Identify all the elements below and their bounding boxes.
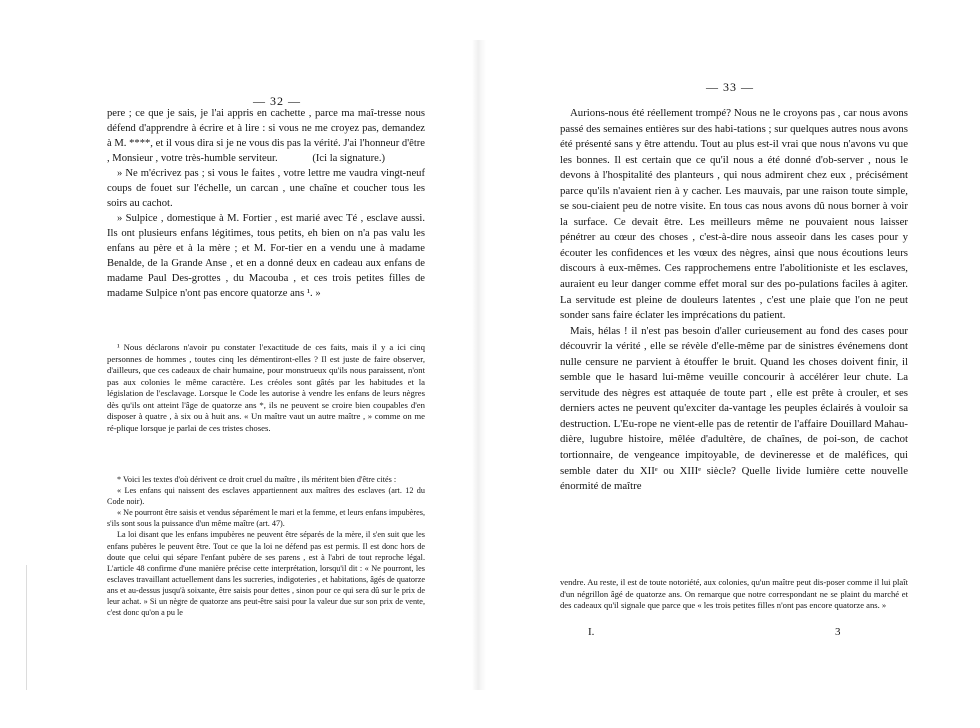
left-footnote-1 <box>107 342 425 434</box>
left-footnote-2 <box>107 474 425 618</box>
page-number-left: — 32 — <box>253 94 301 108</box>
binding-edge <box>26 565 27 690</box>
left-paragraph: » Sulpice , domestique à M. Fortier , est marié avec Té , esclave aussi. Ils ont plusieurs enfans légitimes, tous petits, eh bien on n'a pas valu les enfans au père et à la mère ; et M. For-tier en a vendu une à madame Benalde, de la Grande Anse , et en a donné deux en cadeau aux enfans de madame Paul Des-grottes , du Macouba , et ces trois petites filles de madame Sulpice n'ont pas encore quatorze ans ¹. » <box>107 213 425 299</box>
footnote-text: ¹ Nous déclarons n'avoir pu constater l'exactitude de ces faits, mais il y a ici cinq personnes de hommes , toutes cinq les démentiront-elles ? Il est juste de faire observer, d'ailleurs, que ces cadeaux de chair humaine, pour monstrueux qu'ils nous paraissent, n'ont pas aux colonies le même caractère. Les créoles sont gâtés par les habitudes et la législation de l'esclavage. Lorsque le Code les autorise à vendre les enfans de leurs nègres dès qu'ils ont atteint l'âge de quatorze ans *, ils ne peuvent se croire bien coupables d'en disposer à quatre , à six ou à huit ans. « Un maître vaut un autre maître , » comme on me ré-plique lorsque je parlai de ces tristes choses. <box>107 342 425 433</box>
left-paragraph: pere ; ce que je sais, je l'ai appris en cachette , parce ma maî-tresse nous défend d'apprendre à écrire et à lire : si vous ne me croyez pas, demandez à M. ****, et il vous dira si je ne vous dis pas la vérité. J'ai l'honneur d'être , Monsieur , votre très-humble serviteur. <box>107 108 425 164</box>
signature-note: (Ici la signature.) <box>312 153 385 164</box>
footnote-text: vendre. Au reste, il est de toute notoriété, aux colonies, qu'un maître peut dis-poser comme il lui plaît d'un négrillon âgé de quatorze ans. On remarque que notre correspondant ne se plaint du marché et des cadeaux qu'il signale que parce que « les trois petites filles n'ont pas encore quatorze ans. » <box>560 577 908 611</box>
footnote-text: « Les enfans qui naissent des esclaves appartiennent aux maîtres des esclaves (art. 12 du Code noir). <box>107 486 425 507</box>
signature-mark-right: 3 <box>835 626 841 638</box>
footnote-text: La loi disant que les enfans impubères ne peuvent être séparés de la mère, il s'en suit que les enfans pubères le peuvent être. Tout ce que la loi ne défend pas est permis. Il est donc hors de doute que celui qui sépare l'enfant pubère de ses parens , est à l'abri de tout reproche légal. L'article 48 confirme d'une manière précise cette interprétation, lorsqu'il dit : « Ne pourront, les esclaves travaillant actuellement dans les sucreries, indigoteries , et habitations, âgés de quatorze ans et au-dessus jusqu'à soixante, être saisis pour dettes , sinon pour ce qui sera dû sur le prix de leur achat. » Si un nègre de quatorze ans peut-être saisi pour la valeur due sur son prix de vente, c'est donc qu'on a pu le <box>107 530 425 618</box>
right-paragraph: Mais, hélas ! il n'est pas besoin d'aller curieusement au fond des cases pour découvrir la vérité , elle se révèle d'elle-même par de sinistres événemens dont nulle censure ne parvient à étouffer le bruit. Quand les choses doivent finir, il semble que le hasard lui-même veuille concourir à accélérer leur chute. La servitude des nègres est attaquée de toute part , elle est prête à crouler, et ses derniers actes ne peuvent qu'exciter da-vantage les peuples éclairés à vouloir sa destruction. L'Eu-rope ne vient-elle pas de retentir de l'affaire Douillard Mahau-dière, lugubre histoire, mêlée d'adultère, de chaînes, de poi-son, de cachot tortionnaire, de vengeance impitoyable, de devineresse et de maléfices, qui semble dater du XIIᵉ ou XIIIᵉ siècle? Quelle livide lumière cette nouvelle énormité de maître <box>560 324 908 493</box>
left-page <box>0 0 470 728</box>
right-paragraph: Aurions-nous été réellement trompé? Nous ne le croyons pas , car nous avons passé des semaines entières sur des habi-tations ; sur quelques autres nous avons été présenté sans y être attendu. Tout au plus est-il vrai que nous n'avons vu que les bonnes. Il est certain que ce qu'il nous a été donné d'ob-server , nous le devons à l'hospitalité des planteurs , qui nous admirent chez eux , précisément parce qu'ils n'avaient rien à y cacher. Les mauvais, par une raison toute simple, se sou-ciaient peu de notre visite. En tous cas nous avons dû nous borner à voir la surface. Ce devait être. Les meilleurs même ne pouvaient nous laisser pénétrer au cœur des choses , c'est-à-dire nous asseoir dans les cases pour y écouter les confidences et les vœux des nègres, ainsi que nous écoutions leurs discours à eux-mêmes. Ces rapprochemens entre l'abolitioniste et les esclaves, auraient eu leur danger comme effet moral sur des po-pulations faciles à agiter. La servitude est pleine de douleurs latentes , c'est une plaie que l'on ne peut sonder sans faire éclater les imprécations du patient. <box>560 107 908 322</box>
left-paragraph: » Ne m'écrivez pas ; si vous le faites , votre lettre me vaudra vingt-neuf coups de fouet sur l'échelle, un carcan , une chaîne et coucher tous les soirs au cachot. <box>107 168 425 209</box>
signature-mark-left: I. <box>588 626 595 638</box>
footnote-text: « Ne pourront être saisis et vendus séparément le mari et la femme, et leurs enfans impubères, s'ils sont sous la puissance d'un même maître (art. 47). <box>107 508 425 529</box>
right-footnote <box>560 577 908 612</box>
right-page <box>490 0 980 728</box>
footnote-text: * Voici les textes d'où dérivent ce droit cruel du maître , ils méritent bien d'être cités : <box>117 475 397 484</box>
right-body-text <box>560 106 908 495</box>
left-body-text <box>107 106 425 301</box>
page-number-right: — 33 — <box>706 80 754 94</box>
page-gutter <box>472 40 486 690</box>
